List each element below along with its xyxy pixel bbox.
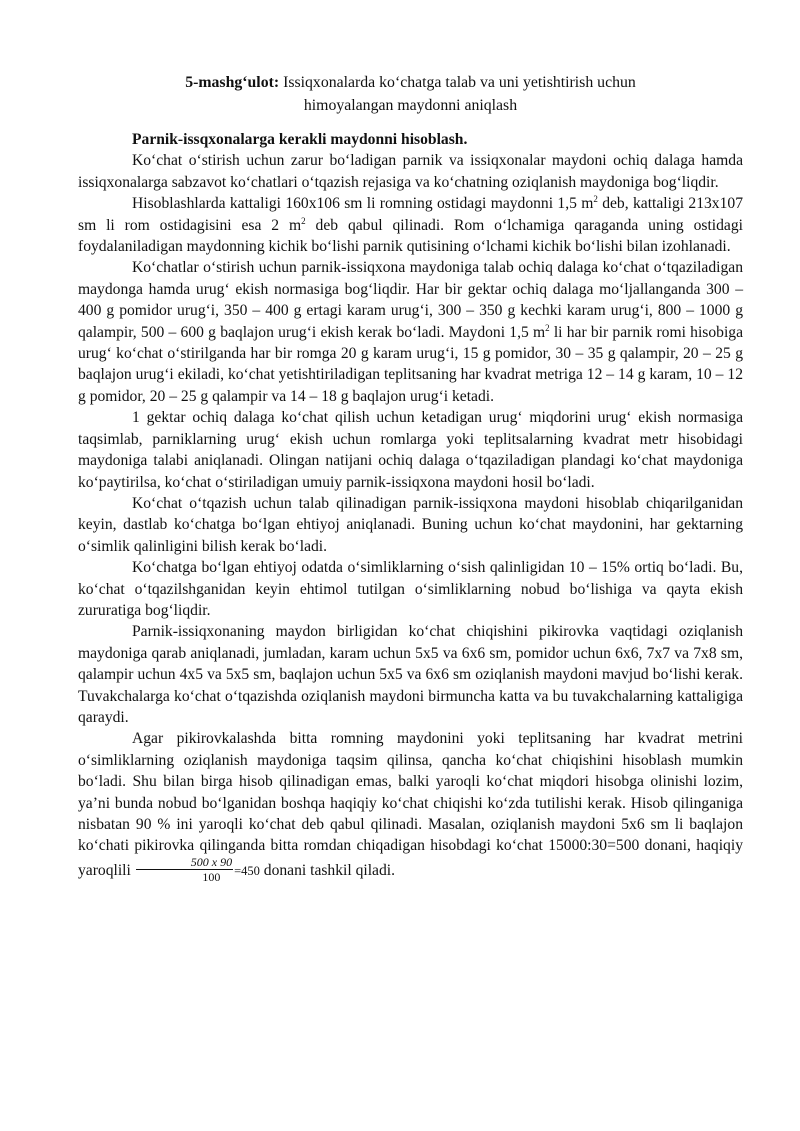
section-heading: Parnik-issqxonalarga kerakli maydonni hisoblash. <box>132 131 468 148</box>
paragraph-3-text-a: Ko‘chatlar o‘stirish uchun parnik-issiqxona maydoniga talab ochiq dalaga ko‘chat o‘tqaziladigan maydonga hamda urug‘ ekish normasiga bog‘liqdir. Har bir gektar ochiq dalaga mo‘ljallanganda 300 – 400 g pomidor urug‘i, 350 – 400 g ertagi karam urug‘i, 300 – 350 g kechki karam urug‘i, 800 – 1000 g qalampir, 500 – 600 g baqlajon urug‘i ekish kerak bo‘ladi. Maydoni 1,5 m <box>78 259 743 341</box>
paragraph-2-text-b: deb, kattaligi 213x107 sm li rom ostidagisini esa 2 m <box>78 195 743 234</box>
paragraph-3 <box>78 257 743 407</box>
fraction <box>136 855 233 884</box>
multiply-sign: x <box>208 854 221 869</box>
fraction-numerator <box>136 855 233 870</box>
paragraph-6: Ko‘chatga bo‘lgan ehtiyoj odatda o‘simliklarning o‘sish qalinligidan 10 – 15% ortiq bo‘ladi. Bu, ko‘chat o‘tqazilshganidan keyin ehtimol tutilgan o‘simliklarning nobud bo‘lishiga va qayta ekish zururatiga bog‘liqdir. <box>78 559 743 619</box>
paragraph-5: Ko‘chat o‘tqazish uchun talab qilinadigan parnik-issiqxona maydoni hisoblab chiqarilganidan keyin, dastlab ko‘chatga bo‘lgan ehtiyoj aniqlanadi. Buning uchun ko‘chat maydonini, har gektarning o‘simlik qalinligini bilish kerak bo‘ladi. <box>78 494 743 555</box>
exercise-title <box>78 72 743 117</box>
superscript-square: 2 <box>593 194 598 205</box>
title-line-2: himoyalangan maydonni aniqlash <box>303 96 518 114</box>
title-line-1: Issiqxonalarda ko‘chatga talab va uni yetishtirish uchun <box>279 74 636 91</box>
superscript-square: 2 <box>545 322 550 333</box>
paragraph-1: Ko‘chat o‘stirish uchun zarur bo‘ladigan parnik va issiqxonalar maydoni ochiq dalaga hamda issiqxonalarga sabzavot ko‘chatlari o‘tqazish rejasiga va ko‘chatning oziqlanish maydoniga bog‘liqdir. <box>78 152 743 191</box>
paragraph-4: 1 gektar ochiq dalaga ko‘chat qilish uchun ketadigan urug‘ miqdorini urug‘ ekish normasiga taqsimlab, parniklarning urug‘ ekish uchun romlarga yoki teplitsalarning kvadrat metr hisobidagi maydoniga talabi aniqlanadi. Olingan natijani ochiq dalaga o‘tqaziladigan plandagi ko‘chat maydoniga ko‘paytirilsa, ko‘chat o‘stiriladigan umuiy parnik-issiqxona maydoni hosil bo‘ladi. <box>78 409 743 491</box>
exercise-number: 5-mashg‘ulot: <box>185 74 280 91</box>
superscript-square: 2 <box>301 215 306 226</box>
equation-result: =450 <box>234 863 260 878</box>
paragraph-2 <box>78 193 743 257</box>
numerator-value-b: 90 <box>220 854 233 869</box>
numerator-value-a: 500 <box>190 854 209 869</box>
paragraph-2-text-a: Hisoblashlarda kattaligi 160x106 sm li romning ostidagi maydonni 1,5 m <box>132 195 594 213</box>
paragraph-3-text-b: li har bir parnik romi hisobiga urug‘ ko‘chat o‘stirilganda har bir romga 20 g karam urug‘i, 15 g pomidor, 30 – 35 g qalampir, 20 – 25 g baqlajon urug‘i ekiladi, ko‘chat yetishtiriladigan teplitsaning har kvadrat metriga 12 – 14 g karam, 10 – 12 g pomidor, 20 – 25 g qalampir va 14 – 18 g baqlajon urug‘i ketadi. <box>78 323 744 405</box>
fraction-denominator: 100 <box>202 869 221 884</box>
paragraph-8-text-b: donani tashkil qiladi. <box>259 861 396 879</box>
paragraph-2-text-c: deb qabul qilinadi. Rom o‘lchamiga qaraganda uning ostidagi foydalaniladigan maydonning kichik bo‘lishi parnik qutisining o‘lchami kichik bo‘lishi bilan izohlanadi. <box>78 216 743 256</box>
paragraph-8 <box>78 728 743 885</box>
paragraph-8-text-a: Agar pikirovkalashda bitta romning maydonini yoki teplitsaning har kvadrat metrini o‘simliklarning oziqlanish maydoniga taqsim qilinsa, qancha ko‘chat chiqishini hisoblash mumkin bo‘ladi. Shu bilan birga hisob qilinadigan emas, balki yaroqli ko‘chat miqdori hisobga olinishi lozim, ya’ni bunda nobud bo‘lganidan boshqa haqiqiy ko‘chat chiqishi ko‘zda tutilishi kerak. Hisob qilinganiga nisbatan 90 % ini yaroqli ko‘chat deb qabul qilinadi. Masalan, oziqlanish maydoni 5x6 sm li baqlajon ko‘chati pikirovka qilinganda bitta romdan chiqadigan hisobdagi ko‘chat 15000:30=500 donani, haqiqiy yaroqlili <box>78 730 743 879</box>
paragraph-7: Parnik-issiqxonaning maydon birligidan ko‘chat chiqishini pikirovka vaqtidagi oziqlanish maydoniga qarab aniqlanadi, jumladan, karam uchun 5x5 va 6x6 sm, pomidor uchun 6x6, 7x7 va 7x8 sm, qalampir uchun 4x5 va 5x5 sm, baqlajon uchun 5x5 va 6x6 sm oziqlanish maydoni mavjud bo‘lishi kerak. Tuvakchalarga ko‘chat o‘tqazishda oziqlanish maydoni birmuncha katta va bu tuvakchalarning kattaligiga qaraydi. <box>78 623 743 726</box>
document-page <box>78 72 743 886</box>
